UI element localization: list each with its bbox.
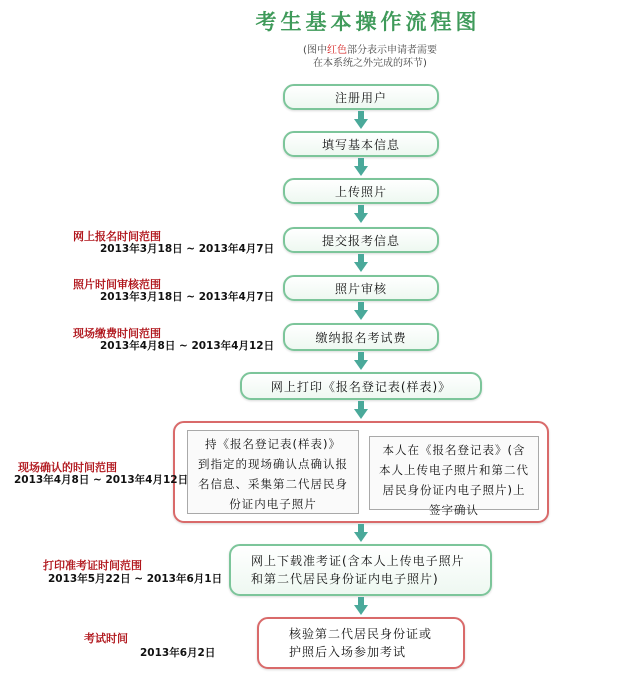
arrow-down-icon bbox=[354, 254, 368, 272]
onsite-confirm-right bbox=[369, 436, 539, 517]
annotation-range: 2013年3月18日 ~ 2013年4月7日 bbox=[100, 243, 275, 255]
step-register bbox=[283, 84, 439, 110]
onsite-right-line: 签字确认 bbox=[429, 503, 479, 517]
step-photo-review-label: 照片审核 bbox=[334, 281, 387, 296]
annotation-range: 2013年6月2日 bbox=[140, 647, 216, 659]
onsite-right-line: 居民身份证内电子照片)上 bbox=[382, 483, 526, 497]
step-upload-photo-label: 上传照片 bbox=[334, 184, 387, 199]
onsite-right-line: 本人在《报名登记表》(含 bbox=[382, 443, 526, 457]
arrow-down-icon bbox=[354, 111, 368, 129]
onsite-right-line: 本人上传电子照片和第二代 bbox=[379, 463, 529, 477]
step-download-ticket bbox=[229, 544, 492, 596]
step-pay-fee-label: 缴纳报名考试费 bbox=[315, 330, 407, 345]
onsite-left-line: 份证内电子照片 bbox=[229, 497, 317, 511]
step-onsite-confirm bbox=[173, 421, 549, 523]
annotation-range: 2013年4月8日 ~ 2013年4月12日 bbox=[100, 340, 275, 352]
arrow-down-icon bbox=[354, 158, 368, 176]
arrow-down-icon bbox=[354, 205, 368, 223]
diagram-title: 考生基本操作流程图 bbox=[255, 10, 481, 34]
arrow-down-icon bbox=[354, 401, 368, 419]
diagram-subtitle bbox=[280, 44, 460, 70]
subtitle-prefix: (图中 bbox=[303, 45, 327, 56]
annotation-label: 照片时间审核范围 bbox=[73, 278, 161, 291]
step-upload-photo bbox=[283, 178, 439, 204]
step-fill-info bbox=[283, 131, 439, 157]
arrow-down-icon bbox=[354, 524, 368, 542]
annotation-label: 现场缴费时间范围 bbox=[73, 327, 161, 340]
step-photo-review bbox=[283, 275, 439, 301]
step-submit-info bbox=[283, 227, 439, 253]
annotation-label: 现场确认的时间范围 bbox=[18, 461, 117, 474]
arrow-down-icon bbox=[354, 302, 368, 320]
arrow-down-icon bbox=[354, 597, 368, 615]
subtitle-suffix: 部分表示申请者需要 bbox=[346, 45, 437, 56]
onsite-left-line: 到指定的现场确认点确认报 bbox=[198, 457, 348, 471]
download-ticket-line: 网上下载准考证(含本人上传电子照片 bbox=[251, 554, 465, 568]
step-fill-info-label: 填写基本信息 bbox=[321, 137, 400, 152]
onsite-confirm-left bbox=[187, 430, 359, 514]
annotation-range: 2013年3月18日 ~ 2013年4月7日 bbox=[100, 291, 275, 303]
annotation-label: 打印准考证时间范围 bbox=[43, 559, 142, 572]
onsite-left-line: 持《报名登记表(样表)》 bbox=[205, 437, 341, 451]
onsite-left-line: 名信息、采集第二代居民身 bbox=[198, 477, 348, 491]
step-pay-fee bbox=[283, 323, 439, 351]
step-print-form bbox=[240, 372, 482, 400]
arrow-down-icon bbox=[354, 352, 368, 370]
step-exam bbox=[257, 617, 465, 669]
subtitle-red-word: 红色 bbox=[326, 45, 347, 56]
step-print-form-label: 网上打印《报名登记表(样表)》 bbox=[270, 379, 452, 394]
subtitle-line2: 在本系统之外完成的环节) bbox=[313, 58, 427, 69]
step-register-label: 注册用户 bbox=[334, 90, 387, 105]
exam-line: 核验第二代居民身份证或 bbox=[289, 627, 433, 641]
step-submit-info-label: 提交报考信息 bbox=[321, 233, 400, 248]
annotation-range: 2013年4月8日 ~ 2013年4月12日 bbox=[14, 474, 189, 486]
annotation-range: 2013年5月22日 ~ 2013年6月1日 bbox=[48, 573, 223, 585]
annotation-label: 考试时间 bbox=[84, 632, 128, 645]
download-ticket-line: 和第二代居民身份证内电子照片) bbox=[251, 572, 439, 586]
annotation-label: 网上报名时间范围 bbox=[73, 230, 161, 243]
exam-line: 护照后入场参加考试 bbox=[289, 645, 407, 659]
